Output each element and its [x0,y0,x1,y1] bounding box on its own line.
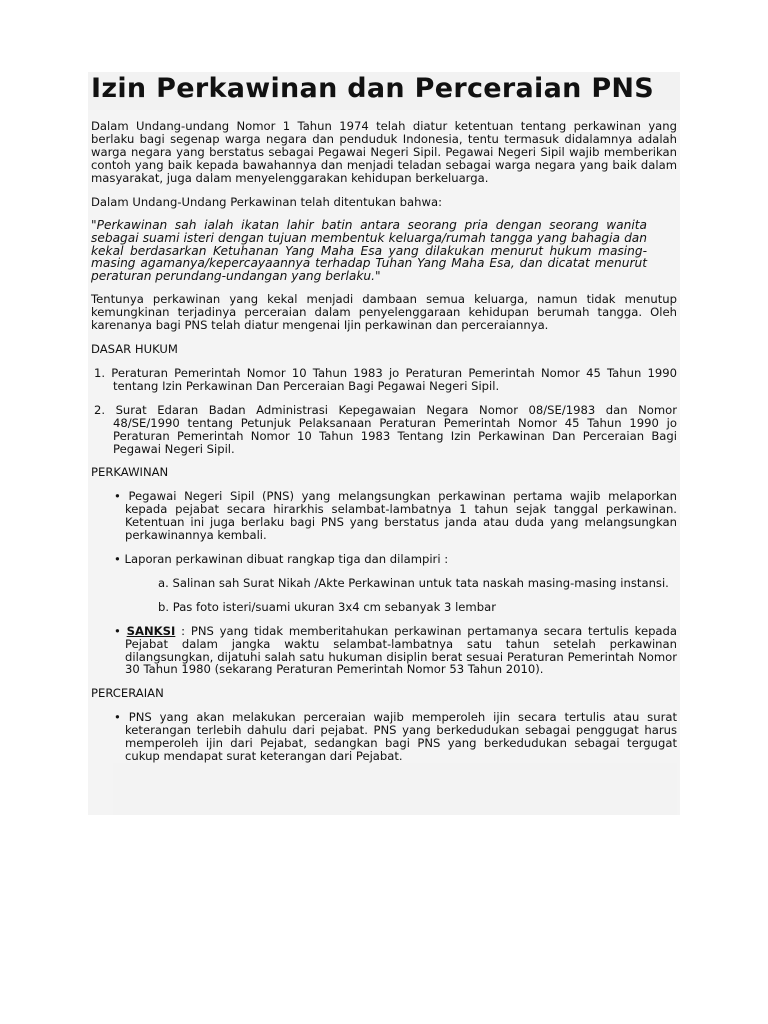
page-title: Izin Perkawinan dan Perceraian PNS [88,72,680,110]
section-heading-dasar-hukum: DASAR HUKUM [91,342,178,357]
sanksi-item [113,625,677,677]
perkawinan-list [113,490,677,676]
lead-paragraph: Dalam Undang-Undang Perkawinan telah ditentukan bahwa: [91,194,442,209]
document-page [88,72,680,815]
bullet-marker: • [114,623,121,638]
perceraian-list [113,711,677,763]
section-heading-perceraian: PERCERAIAN [91,686,164,701]
section-heading-perkawinan: PERKAWINAN [91,465,169,480]
legal-basis-item: 1. Peraturan Pemerintah Nomor 10 Tahun 1983 jo Peraturan Pemerintah Nomor 45 Tahun 1990 tentang Izin Perkawinan Dan Perceraian Bagi Pegawai Negeri Sipil. [94,366,677,393]
attachment-item-a: a. Salinan sah Surat Nikah /Akte Perkawinan untuk tata naskah masing-masing instansi. [158,575,669,590]
blank-area [113,763,677,815]
document-body [88,110,680,815]
attachment-item-b: b. Pas foto isteri/suami ukuran 3x4 cm sebanyak 3 lembar [158,599,496,614]
law-quote: "Perkawinan sah ialah ikatan lahir batin antara seorang pria dengan seorang wanita sebagai suami isteri dengan tujuan membentuk keluarga/rumah tangga yang bahagia dan kekal berdasarkan Ketuhanan Yang Maha Esa yang dilakukan menurut hukum masing-masing agamanya/kepercayaannya terhadap Tuhan Yang Maha Esa, dan dicatat menurut peraturan perundang-undangan yang berlaku." [91,218,647,283]
list-item: • PNS yang akan melakukan perceraian wajib memperoleh ijin secara tertulis atau surat keterangan terlebih dahulu dari pejabat. PNS yang berkedudukan sebagai penggugat harus memperoleh ijin dari Pejabat, sedangkan bagi PNS yang berkedudukan sebagai tergugat cukup mendapat surat keterangan dari Pejabat. [114,710,677,763]
sanksi-text: : PNS yang tidak memberitahukan perkawinan pertamanya secara tertulis kepada Pejabat dalam jangka waktu selambat-lambatnya satu tahun setelah perkawinan dilangsungkan, dijatuhi salah satu hukuman disiplin berat sesuai Peraturan Pemerintah Nomor 30 Tahun 1980 (sekarang Peraturan Pemerintah Nomor 53 Tahun 2010). [125,623,677,677]
list-item: • Laporan perkawinan dibuat rangkap tiga dan dilampiri : [114,552,449,566]
legal-basis-item: 2. Surat Edaran Badan Administrasi Kepegawaian Negara Nomor 08/SE/1983 dan Nomor 48/SE/1990 tentang Petunjuk Pelaksanaan Peraturan Pemerintah Nomor 45 Tahun 1990 jo Peraturan Pemerintah Nomor 10 Tahun 1983 Tentang Izin Perkawinan Dan Perceraian Bagi Pegawai Negeri Sipil. [94,402,677,456]
list-item: • Pegawai Negeri Sipil (PNS) yang melangsungkan perkawinan pertama wajib melaporkan kepada pejabat secara hirarkhis selambat-lambatnya 1 tahun sejak tanggal perkawinan. Ketentuan ini juga berlaku bagi PNS yang berstatus janda atau duda yang melangsungkan perkawinannya kembali. [114,489,677,543]
intro-paragraph: Dalam Undang-undang Nomor 1 Tahun 1974 telah diatur ketentuan tentang perkawinan yang berlaku bagi segenap warga negara dan penduduk Indonesia, tentu termasuk didalamnya adalah warga negara yang berstatus sebagai Pegawai Negeri Sipil. Pegawai Negeri Sipil wajib memberikan contoh yang baik kepada bawahannya dan menjadi teladan sebagai warga negara yang baik dalam masyarakat, juga dalam menyelenggarakan kehidupan berkeluarga. [91,119,677,185]
sanksi-label: SANKSI [126,623,176,638]
context-paragraph: Tentunya perkawinan yang kekal menjadi dambaan semua keluarga, namun tidak menutup kemungkinan terjadinya perceraian dalam penyelenggaraan kehidupan berumah tangga. Oleh karenanya bagi PNS telah diatur mengenai Ijin perkawinan dan perceraiannya. [91,292,677,333]
